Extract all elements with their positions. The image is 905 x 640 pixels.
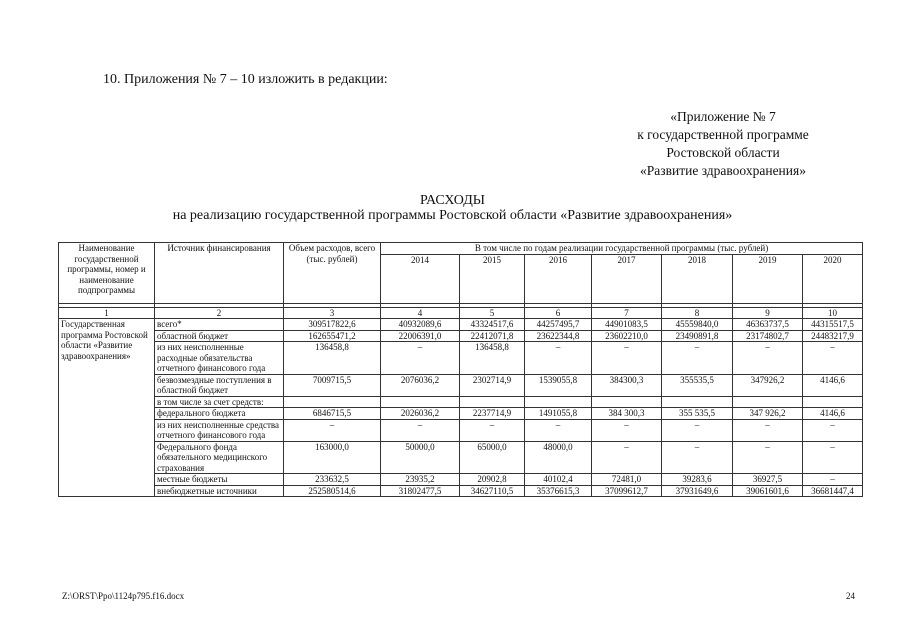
value-cell [803, 396, 863, 408]
header-year: 2017 [592, 254, 662, 304]
value-cell: 22412071,8 [460, 330, 525, 342]
table-row [59, 485, 863, 497]
funding-source: из них неисполненные расходные обязательства отчетного финансового года [155, 342, 284, 375]
value-cell: 44315517,5 [803, 319, 863, 331]
table-row [59, 342, 863, 375]
header-year: 2015 [460, 254, 525, 304]
table-row [59, 441, 863, 474]
value-cell: 163000,0 [284, 441, 381, 474]
value-cell: 347926,2 [733, 374, 803, 396]
value-cell: 40102,4 [525, 474, 592, 486]
value-cell: 65000,0 [460, 441, 525, 474]
value-cell: 36681447,4 [803, 485, 863, 497]
value-cell [592, 396, 662, 408]
column-number: 9 [733, 308, 803, 319]
value-cell: – [381, 419, 460, 441]
value-cell: 4146,6 [803, 408, 863, 420]
value-cell [525, 396, 592, 408]
column-number-row [59, 308, 863, 319]
header-source: Источник финансирования [155, 243, 284, 304]
value-cell: 48000,0 [525, 441, 592, 474]
document-title: РАСХОДЫ [420, 193, 485, 208]
value-cell: – [525, 419, 592, 441]
appendix-line-1: «Приложение № 7 [670, 109, 776, 124]
value-cell [284, 396, 381, 408]
value-cell: – [592, 342, 662, 375]
value-cell: 384 300,3 [592, 408, 662, 420]
value-cell: – [460, 419, 525, 441]
value-cell: 50000,0 [381, 441, 460, 474]
value-cell: 1539055,8 [525, 374, 592, 396]
value-cell: 44257495,7 [525, 319, 592, 331]
value-cell [460, 396, 525, 408]
funding-source: областной бюджет [155, 330, 284, 342]
value-cell: 136458,8 [460, 342, 525, 375]
header-name: Наименование государственной программы, номер и наименование подпрограммы [59, 243, 155, 304]
value-cell: 45559840,0 [662, 319, 733, 331]
expenses-table [58, 242, 863, 497]
column-number: 2 [155, 308, 284, 319]
footer-page-number: 24 [846, 591, 855, 601]
header-year: 2016 [525, 254, 592, 304]
value-cell: 24483217,9 [803, 330, 863, 342]
value-cell: 72481,0 [592, 474, 662, 486]
value-cell: 7009715,5 [284, 374, 381, 396]
header-year: 2018 [662, 254, 733, 304]
header-year: 2014 [381, 254, 460, 304]
funding-source: в том числе за счет средств: [155, 396, 284, 408]
value-cell: – [733, 419, 803, 441]
value-cell: – [803, 474, 863, 486]
value-cell: 6846715,5 [284, 408, 381, 420]
value-cell: 39061601,6 [733, 485, 803, 497]
value-cell: 23174802,7 [733, 330, 803, 342]
funding-source: местные бюджеты [155, 474, 284, 486]
column-number: 1 [59, 308, 155, 319]
value-cell: 2076036,2 [381, 374, 460, 396]
funding-source: Федерального фонда обязательного медицинского страхования [155, 441, 284, 474]
table-row [59, 474, 863, 486]
funding-source: федерального бюджета [155, 408, 284, 420]
value-cell: 355 535,5 [662, 408, 733, 420]
value-cell: – [733, 441, 803, 474]
funding-source: из них неисполненные средства отчетного финансового года [155, 419, 284, 441]
value-cell: 22006391,0 [381, 330, 460, 342]
value-cell: – [803, 441, 863, 474]
table-row [59, 396, 863, 408]
column-number: 6 [525, 308, 592, 319]
value-cell: 23602210,0 [592, 330, 662, 342]
value-cell: – [662, 441, 733, 474]
value-cell [662, 396, 733, 408]
funding-source: всего* [155, 319, 284, 331]
value-cell: 2026036,2 [381, 408, 460, 420]
column-number: 5 [460, 308, 525, 319]
value-cell: – [525, 342, 592, 375]
value-cell: – [592, 441, 662, 474]
value-cell: – [662, 419, 733, 441]
footer-file-path: Z:\ORST\Ppo\1124p795.f16.docx [62, 591, 185, 601]
value-cell [381, 396, 460, 408]
value-cell: 31802477,5 [381, 485, 460, 497]
value-cell: – [803, 419, 863, 441]
value-cell: 43324517,6 [460, 319, 525, 331]
value-cell: 2302714,9 [460, 374, 525, 396]
value-cell: 355535,5 [662, 374, 733, 396]
appendix-heading [603, 108, 843, 180]
value-cell: 44901083,5 [592, 319, 662, 331]
appendix-line-3: Ростовской области [666, 145, 780, 160]
value-cell: – [733, 342, 803, 375]
column-number: 8 [662, 308, 733, 319]
table-row [59, 330, 863, 342]
intro-line: 10. Приложения № 7 – 10 изложить в редакции: [103, 72, 388, 87]
value-cell: 347 926,2 [733, 408, 803, 420]
value-cell: 34627110,5 [460, 485, 525, 497]
value-cell: 46363737,5 [733, 319, 803, 331]
value-cell: – [803, 342, 863, 375]
value-cell: 36927,5 [733, 474, 803, 486]
column-number: 10 [803, 308, 863, 319]
header-total: Объем расходов, всего (тыс. рублей) [284, 243, 381, 304]
funding-source: внебюджетные источники [155, 485, 284, 497]
table-row [59, 419, 863, 441]
value-cell: 20902,8 [460, 474, 525, 486]
program-name: Государственная программа Ростовской области «Развитие здравоохранения» [59, 319, 155, 497]
value-cell: 252580514,6 [284, 485, 381, 497]
column-number: 3 [284, 308, 381, 319]
value-cell: 39283,6 [662, 474, 733, 486]
appendix-line-4: «Развитие здравоохранения» [640, 163, 806, 178]
table-row [59, 374, 863, 396]
value-cell: 233632,5 [284, 474, 381, 486]
value-cell: 309517822,6 [284, 319, 381, 331]
funding-source: безвозмездные поступления в областной бюджет [155, 374, 284, 396]
value-cell: 162655471,2 [284, 330, 381, 342]
header-by-year: В том числе по годам реализации государственной программы (тыс. рублей) [381, 243, 863, 255]
value-cell: 37931649,6 [662, 485, 733, 497]
document-subtitle: на реализацию государственной программы Ростовской области «Развитие здравоохранения» [172, 208, 733, 223]
value-cell: 23490891,8 [662, 330, 733, 342]
value-cell: 4146,6 [803, 374, 863, 396]
table-row [59, 319, 863, 331]
value-cell: 2237714,9 [460, 408, 525, 420]
value-cell: 23935,2 [381, 474, 460, 486]
value-cell: 23622344,8 [525, 330, 592, 342]
value-cell: 40932089,6 [381, 319, 460, 331]
value-cell: – [381, 342, 460, 375]
value-cell: 384300,3 [592, 374, 662, 396]
value-cell: – [284, 419, 381, 441]
appendix-line-2: к государственной программе [637, 127, 809, 142]
column-number: 4 [381, 308, 460, 319]
value-cell: 37099612,7 [592, 485, 662, 497]
header-year: 2020 [803, 254, 863, 304]
value-cell [733, 396, 803, 408]
value-cell: – [592, 419, 662, 441]
column-number: 7 [592, 308, 662, 319]
table-row [59, 408, 863, 420]
header-year: 2019 [733, 254, 803, 304]
header-row-1 [59, 243, 863, 255]
value-cell: – [662, 342, 733, 375]
value-cell: 35376615,3 [525, 485, 592, 497]
value-cell: 136458,8 [284, 342, 381, 375]
value-cell: 1491055,8 [525, 408, 592, 420]
